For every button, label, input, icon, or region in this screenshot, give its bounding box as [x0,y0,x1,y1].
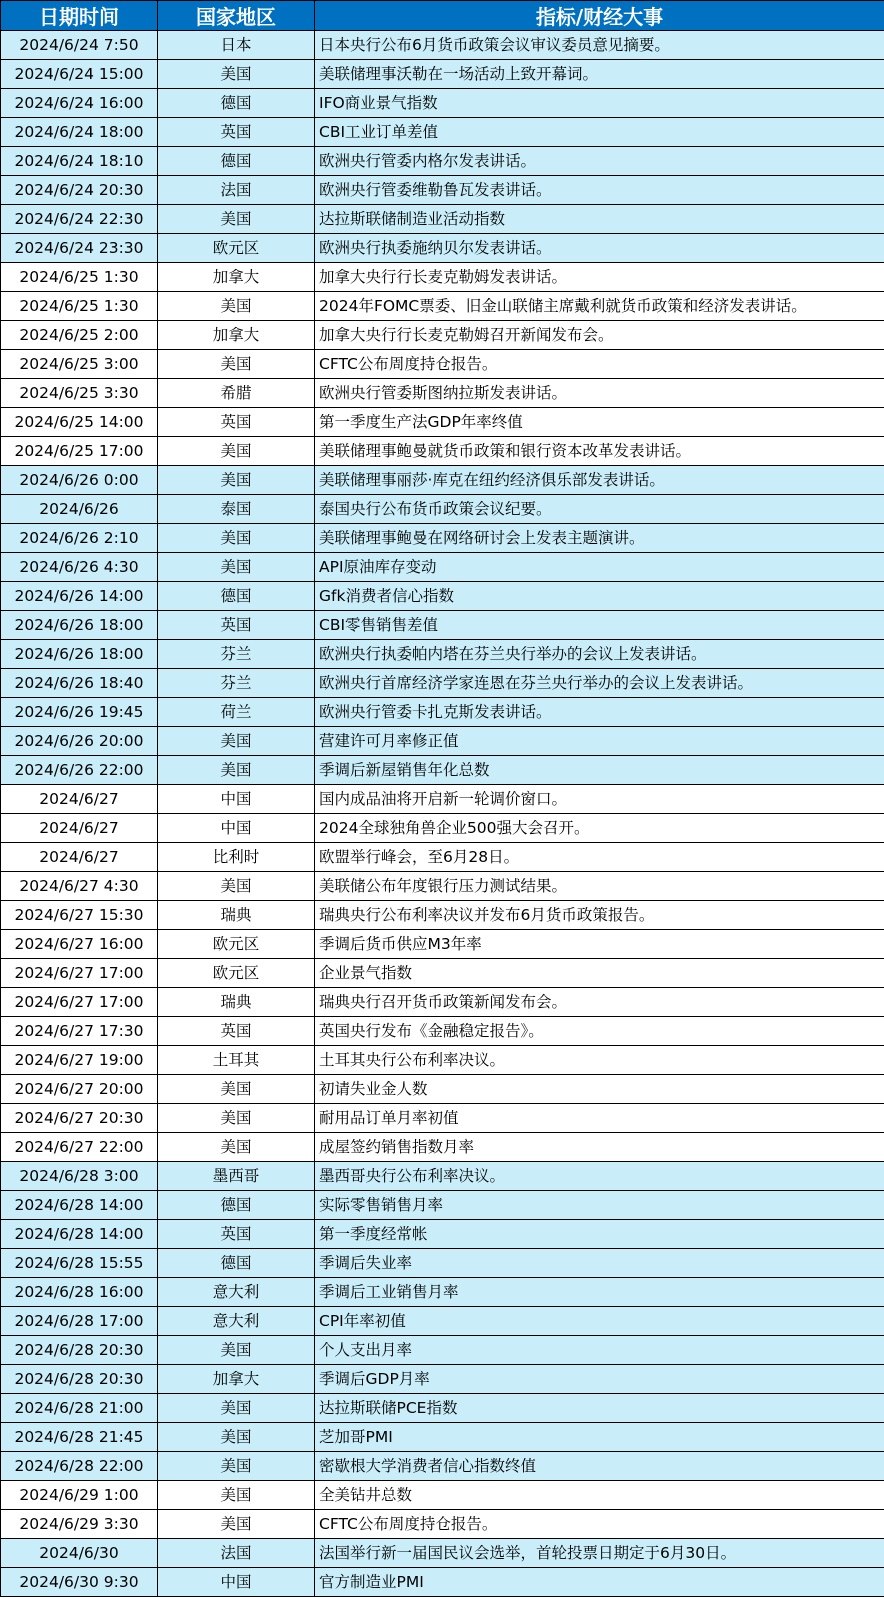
row-date-cell: 2024/6/24 18:00 [1,118,158,147]
table-row [1,60,884,89]
row-event-cell: CPI年率初值 [315,1307,884,1336]
table-row [1,1162,884,1191]
row-country-cell: 日本 [158,31,315,60]
table-row [1,205,884,234]
row-event-cell: 欧盟举行峰会，至6月28日。 [315,843,884,872]
row-date-cell: 2024/6/27 15:30 [1,901,158,930]
row-event-cell: IFO商业景气指数 [315,89,884,118]
row-country-cell: 欧元区 [158,930,315,959]
row-event-cell: 美联储理事鲍曼就货币政策和银行资本改革发表讲话。 [315,437,884,466]
row-event-cell: 达拉斯联储制造业活动指数 [315,205,884,234]
table-row [1,582,884,611]
row-date-cell: 2024/6/30 9:30 [1,1568,158,1597]
row-event-cell: 欧洲央行执委帕内塔在芬兰央行举办的会议上发表讲话。 [315,640,884,669]
table-row [1,872,884,901]
row-event-cell: CFTC公布周度持仓报告。 [315,1510,884,1539]
row-date-cell: 2024/6/27 16:00 [1,930,158,959]
table-row [1,524,884,553]
row-event-cell: 季调后货币供应M3年率 [315,930,884,959]
table-row [1,1191,884,1220]
row-date-cell: 2024/6/26 14:00 [1,582,158,611]
row-date-cell: 2024/6/28 17:00 [1,1307,158,1336]
row-date-cell: 2024/6/26 [1,495,158,524]
row-date-cell: 2024/6/25 14:00 [1,408,158,437]
table-row [1,1423,884,1452]
row-date-cell: 2024/6/24 15:00 [1,60,158,89]
row-date-cell: 2024/6/29 3:30 [1,1510,158,1539]
row-date-cell: 2024/6/27 20:30 [1,1104,158,1133]
table-row [1,437,884,466]
row-date-cell: 2024/6/24 20:30 [1,176,158,205]
table-row [1,1220,884,1249]
table-body [1,31,884,1597]
table-row [1,930,884,959]
row-event-cell: 墨西哥央行公布利率决议。 [315,1162,884,1191]
row-country-cell: 美国 [158,1394,315,1423]
row-country-cell: 英国 [158,1017,315,1046]
table-row [1,1249,884,1278]
row-date-cell: 2024/6/30 [1,1539,158,1568]
table-row [1,1394,884,1423]
row-country-cell: 荷兰 [158,698,315,727]
row-event-cell: 全美钻井总数 [315,1481,884,1510]
row-country-cell: 土耳其 [158,1046,315,1075]
row-event-cell: 欧洲央行管委卡扎克斯发表讲话。 [315,698,884,727]
row-date-cell: 2024/6/25 3:00 [1,350,158,379]
row-event-cell: CFTC公布周度持仓报告。 [315,350,884,379]
row-date-cell: 2024/6/28 22:00 [1,1452,158,1481]
row-country-cell: 英国 [158,1220,315,1249]
table-row [1,408,884,437]
row-country-cell: 美国 [158,1510,315,1539]
row-country-cell: 瑞典 [158,988,315,1017]
table-row [1,321,884,350]
row-event-cell: 季调后工业销售月率 [315,1278,884,1307]
row-date-cell: 2024/6/26 22:00 [1,756,158,785]
row-date-cell: 2024/6/27 17:00 [1,959,158,988]
row-date-cell: 2024/6/27 22:00 [1,1133,158,1162]
row-event-cell: 美联储公布年度银行压力测试结果。 [315,872,884,901]
row-event-cell: 官方制造业PMI [315,1568,884,1597]
table-row [1,1017,884,1046]
row-event-cell: Gfk消费者信心指数 [315,582,884,611]
row-country-cell: 加拿大 [158,1365,315,1394]
row-date-cell: 2024/6/27 19:00 [1,1046,158,1075]
row-country-cell: 欧元区 [158,959,315,988]
row-event-cell: CBI工业订单差值 [315,118,884,147]
row-country-cell: 德国 [158,1191,315,1220]
row-event-cell: 营建许可月率修正值 [315,727,884,756]
row-country-cell: 意大利 [158,1278,315,1307]
row-date-cell: 2024/6/27 [1,843,158,872]
row-event-cell: 瑞典央行公布利率决议并发布6月货币政策报告。 [315,901,884,930]
row-country-cell: 德国 [158,582,315,611]
table-row [1,611,884,640]
row-country-cell: 美国 [158,872,315,901]
row-country-cell: 美国 [158,1452,315,1481]
row-date-cell: 2024/6/27 [1,785,158,814]
row-date-cell: 2024/6/24 18:10 [1,147,158,176]
row-date-cell: 2024/6/24 16:00 [1,89,158,118]
row-event-cell: 实际零售销售月率 [315,1191,884,1220]
row-date-cell: 2024/6/27 20:00 [1,1075,158,1104]
row-date-cell: 2024/6/28 3:00 [1,1162,158,1191]
row-country-cell: 德国 [158,89,315,118]
row-country-cell: 美国 [158,437,315,466]
row-date-cell: 2024/6/28 15:55 [1,1249,158,1278]
row-country-cell: 美国 [158,466,315,495]
row-date-cell: 2024/6/26 19:45 [1,698,158,727]
row-country-cell: 希腊 [158,379,315,408]
row-country-cell: 德国 [158,147,315,176]
row-event-cell: 美联储理事沃勒在一场活动上致开幕词。 [315,60,884,89]
row-event-cell: 国内成品油将开启新一轮调价窗口。 [315,785,884,814]
row-country-cell: 芬兰 [158,640,315,669]
row-date-cell: 2024/6/28 16:00 [1,1278,158,1307]
table-row [1,553,884,582]
row-event-cell: 美联储理事鲍曼在网络研讨会上发表主题演讲。 [315,524,884,553]
row-country-cell: 墨西哥 [158,1162,315,1191]
header-country-region: 国家地区 [158,1,315,31]
row-event-cell: 个人支出月率 [315,1336,884,1365]
row-country-cell: 中国 [158,1568,315,1597]
row-date-cell: 2024/6/26 4:30 [1,553,158,582]
row-event-cell: 季调后GDP月率 [315,1365,884,1394]
row-country-cell: 美国 [158,350,315,379]
row-country-cell: 美国 [158,553,315,582]
row-event-cell: 达拉斯联储PCE指数 [315,1394,884,1423]
table-row [1,1365,884,1394]
table-row [1,1539,884,1568]
row-country-cell: 美国 [158,1133,315,1162]
table-row [1,1481,884,1510]
row-date-cell: 2024/6/24 7:50 [1,31,158,60]
row-date-cell: 2024/6/26 0:00 [1,466,158,495]
header-row [1,1,884,31]
row-event-cell: 初请失业金人数 [315,1075,884,1104]
row-date-cell: 2024/6/28 14:00 [1,1220,158,1249]
table-row [1,1278,884,1307]
table-row [1,292,884,321]
row-event-cell: API原油库存变动 [315,553,884,582]
row-event-cell: 欧洲央行管委维勒鲁瓦发表讲话。 [315,176,884,205]
row-country-cell: 比利时 [158,843,315,872]
table-row [1,1046,884,1075]
table-row [1,466,884,495]
row-event-cell: 日本央行公布6月货币政策会议审议委员意见摘要。 [315,31,884,60]
row-date-cell: 2024/6/28 21:45 [1,1423,158,1452]
table-row [1,640,884,669]
row-date-cell: 2024/6/26 20:00 [1,727,158,756]
row-date-cell: 2024/6/24 22:30 [1,205,158,234]
row-country-cell: 加拿大 [158,321,315,350]
row-country-cell: 美国 [158,1336,315,1365]
row-event-cell: 2024全球独角兽企业500强大会召开。 [315,814,884,843]
row-event-cell: 芝加哥PMI [315,1423,884,1452]
row-date-cell: 2024/6/27 17:00 [1,988,158,1017]
row-event-cell: 2024年FOMC票委、旧金山联储主席戴利就货币政策和经济发表讲话。 [315,292,884,321]
row-event-cell: 耐用品订单月率初值 [315,1104,884,1133]
row-date-cell: 2024/6/28 20:30 [1,1365,158,1394]
row-event-cell: 密歇根大学消费者信心指数终值 [315,1452,884,1481]
header-date-time: 日期时间 [1,1,158,31]
row-date-cell: 2024/6/29 1:00 [1,1481,158,1510]
table-row [1,1336,884,1365]
table-row [1,988,884,1017]
row-country-cell: 法国 [158,176,315,205]
row-country-cell: 美国 [158,727,315,756]
row-country-cell: 美国 [158,205,315,234]
row-event-cell: 欧洲央行管委斯图纳拉斯发表讲话。 [315,379,884,408]
table-row [1,669,884,698]
table-row [1,1075,884,1104]
table-row [1,727,884,756]
table-row [1,263,884,292]
row-date-cell: 2024/6/27 17:30 [1,1017,158,1046]
row-date-cell: 2024/6/26 18:00 [1,640,158,669]
row-event-cell: CBI零售销售差值 [315,611,884,640]
row-country-cell: 美国 [158,60,315,89]
row-event-cell: 瑞典央行召开货币政策新闻发布会。 [315,988,884,1017]
row-country-cell: 加拿大 [158,263,315,292]
row-date-cell: 2024/6/25 2:00 [1,321,158,350]
table-row [1,1568,884,1597]
row-event-cell: 季调后新屋销售年化总数 [315,756,884,785]
row-country-cell: 法国 [158,1539,315,1568]
row-event-cell: 欧洲央行执委施纳贝尔发表讲话。 [315,234,884,263]
table-row [1,1307,884,1336]
row-country-cell: 美国 [158,1104,315,1133]
row-date-cell: 2024/6/25 1:30 [1,292,158,321]
row-event-cell: 成屋签约销售指数月率 [315,1133,884,1162]
table-row [1,1104,884,1133]
table-row [1,1452,884,1481]
table-row [1,901,884,930]
row-date-cell: 2024/6/26 18:40 [1,669,158,698]
row-country-cell: 意大利 [158,1307,315,1336]
row-country-cell: 美国 [158,1481,315,1510]
row-event-cell: 第一季度生产法GDP年率终值 [315,408,884,437]
table-row [1,495,884,524]
row-date-cell: 2024/6/27 4:30 [1,872,158,901]
row-country-cell: 美国 [158,524,315,553]
row-event-cell: 土耳其央行公布利率决议。 [315,1046,884,1075]
row-date-cell: 2024/6/25 3:30 [1,379,158,408]
row-date-cell: 2024/6/28 20:30 [1,1336,158,1365]
row-event-cell: 欧洲央行首席经济学家连恩在芬兰央行举办的会议上发表讲话。 [315,669,884,698]
table-row [1,379,884,408]
row-date-cell: 2024/6/26 18:00 [1,611,158,640]
row-country-cell: 瑞典 [158,901,315,930]
row-event-cell: 第一季度经常帐 [315,1220,884,1249]
table-row [1,756,884,785]
row-event-cell: 加拿大央行行长麦克勒姆发表讲话。 [315,263,884,292]
row-event-cell: 美联储理事丽莎·库克在纽约经济俱乐部发表讲话。 [315,466,884,495]
row-country-cell: 中国 [158,814,315,843]
row-event-cell: 加拿大央行行长麦克勒姆召开新闻发布会。 [315,321,884,350]
row-country-cell: 芬兰 [158,669,315,698]
row-country-cell: 英国 [158,611,315,640]
table-row [1,843,884,872]
row-country-cell: 欧元区 [158,234,315,263]
row-country-cell: 美国 [158,292,315,321]
header-indicator-event: 指标/财经大事 [315,1,884,31]
table-row [1,118,884,147]
table-row [1,176,884,205]
row-date-cell: 2024/6/25 17:00 [1,437,158,466]
row-date-cell: 2024/6/25 1:30 [1,263,158,292]
row-country-cell: 泰国 [158,495,315,524]
row-date-cell: 2024/6/28 21:00 [1,1394,158,1423]
table-row [1,785,884,814]
table-row [1,350,884,379]
table-row [1,959,884,988]
table-row [1,31,884,60]
row-date-cell: 2024/6/26 2:10 [1,524,158,553]
row-country-cell: 美国 [158,1423,315,1452]
row-country-cell: 德国 [158,1249,315,1278]
row-event-cell: 季调后失业率 [315,1249,884,1278]
table-row [1,89,884,118]
row-event-cell: 欧洲央行管委内格尔发表讲话。 [315,147,884,176]
table-row [1,814,884,843]
table-row [1,147,884,176]
row-country-cell: 中国 [158,785,315,814]
row-date-cell: 2024/6/24 23:30 [1,234,158,263]
row-date-cell: 2024/6/27 [1,814,158,843]
row-country-cell: 美国 [158,1075,315,1104]
row-country-cell: 美国 [158,756,315,785]
row-event-cell: 法国举行新一届国民议会选举，首轮投票日期定于6月30日。 [315,1539,884,1568]
table-row [1,698,884,727]
table-row [1,1133,884,1162]
table-row [1,1510,884,1539]
table-row [1,234,884,263]
row-country-cell: 英国 [158,408,315,437]
row-country-cell: 英国 [158,118,315,147]
row-event-cell: 泰国央行公布货币政策会议纪要。 [315,495,884,524]
row-date-cell: 2024/6/28 14:00 [1,1191,158,1220]
row-event-cell: 英国央行发布《金融稳定报告》。 [315,1017,884,1046]
row-event-cell: 企业景气指数 [315,959,884,988]
